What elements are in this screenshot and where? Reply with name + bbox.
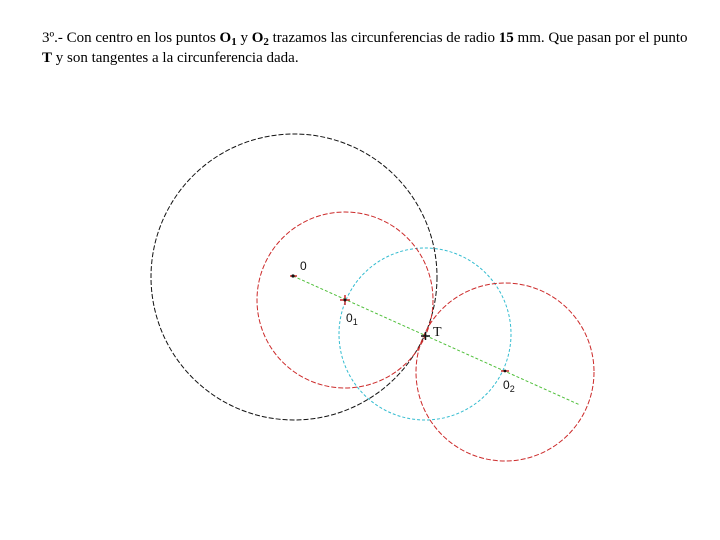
statement-ending: y son tangentes a la circunferencia dada.: [52, 50, 299, 66]
label-center-o1: $0_1$: [346, 311, 358, 327]
label-center-o: 0: [300, 259, 307, 273]
center-o2-mark: [501, 370, 509, 373]
o1-label: $O_1$: [219, 30, 237, 48]
radius-value: 15: [498, 30, 514, 46]
statement-and: y: [236, 30, 252, 46]
point-t-mark: [421, 332, 430, 340]
label-point-t: T: [433, 325, 442, 340]
o2-label: $O_2$: [251, 30, 269, 48]
center-line: [293, 276, 580, 405]
point-t-label: T: [42, 50, 53, 66]
label-center-o2: $0_2$: [503, 378, 515, 394]
center-o1-mark: [340, 295, 350, 305]
statement-unit-tail: mm. Que pasan por el punto: [513, 30, 688, 46]
center-o-mark: [290, 274, 297, 277]
statement-lead: 3º.- Con centro en los puntos: [42, 30, 220, 46]
statement-middle: trazamos las circunferencias de radio: [268, 30, 499, 46]
